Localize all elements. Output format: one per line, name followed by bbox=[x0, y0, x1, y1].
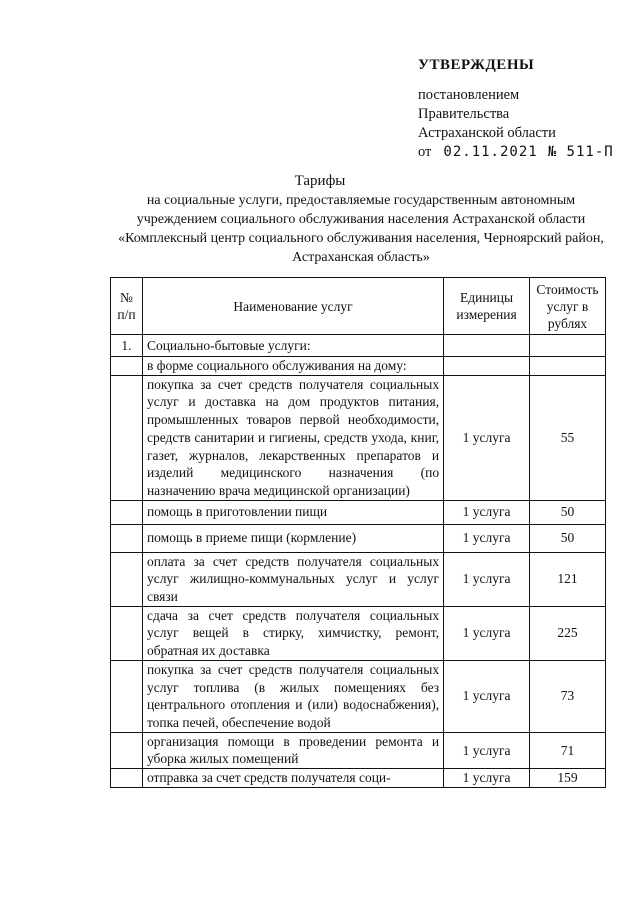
table-row bbox=[111, 500, 606, 524]
table-row bbox=[111, 375, 606, 500]
row-name: Социально-бытовые услуги: bbox=[142, 335, 443, 357]
row-num bbox=[111, 769, 143, 788]
header-unit: Единицы измерения bbox=[444, 278, 530, 335]
row-unit: 1 услуга bbox=[444, 769, 530, 788]
approval-line-resolution: постановлением bbox=[418, 87, 520, 103]
row-unit: 1 услуга bbox=[444, 552, 530, 606]
row-unit: 1 услуга bbox=[444, 375, 530, 500]
row-num bbox=[111, 375, 143, 500]
document-title: Тарифы bbox=[294, 173, 346, 189]
row-name: организация помощи в проведении ремонта и уборка жилых помещений bbox=[142, 732, 443, 768]
row-cost: 73 bbox=[530, 660, 606, 732]
approval-number: № 511-П bbox=[547, 144, 614, 160]
row-cost: 55 bbox=[530, 375, 606, 500]
row-cost: 121 bbox=[530, 552, 606, 606]
approval-date: 02.11.2021 bbox=[443, 144, 538, 160]
row-name: отправка за счет средств получателя соци- bbox=[142, 769, 443, 788]
row-unit: 1 услуга bbox=[444, 732, 530, 768]
table-row bbox=[111, 606, 606, 660]
table-row bbox=[111, 357, 606, 376]
header-name: Наименование услуг bbox=[142, 278, 443, 335]
row-cost: 225 bbox=[530, 606, 606, 660]
row-name: помощь в приеме пищи (кормление) bbox=[142, 524, 443, 552]
table-row bbox=[111, 552, 606, 606]
table-row bbox=[111, 732, 606, 768]
row-num bbox=[111, 660, 143, 732]
row-unit: 1 услуга bbox=[444, 660, 530, 732]
row-name: покупка за счет средств получателя социальных услуг топлива (в жилых помещениях без центрального отопления и (или) водоснабжения), топка печей, обеспечение водой bbox=[142, 660, 443, 732]
approval-heading: УТВЕРЖДЕНЫ bbox=[418, 57, 535, 73]
row-num bbox=[111, 357, 143, 376]
row-num bbox=[111, 500, 143, 524]
row-num: 1. bbox=[111, 335, 143, 357]
approval-date-line bbox=[418, 143, 614, 162]
row-unit bbox=[444, 357, 530, 376]
row-name: покупка за счет средств получателя социальных услуг и доставка на дом продуктов питания, промышленных товаров первой необходимости, средств санитарии и гигиены, средств ухода, книг, газет, журналов, лекарственных препаратов и изделий медицинского назначения (по назначению врача медицинской организации) bbox=[142, 375, 443, 500]
table-row bbox=[111, 660, 606, 732]
table-row bbox=[111, 335, 606, 357]
header-cost: Стоимость услуг в рублях bbox=[530, 278, 606, 335]
row-name: помощь в приготовлении пищи bbox=[142, 500, 443, 524]
row-unit: 1 услуга bbox=[444, 524, 530, 552]
table-header-row bbox=[111, 278, 606, 335]
row-cost: 50 bbox=[530, 500, 606, 524]
row-cost: 159 bbox=[530, 769, 606, 788]
row-num bbox=[111, 552, 143, 606]
document-subtitle: на социальные услуги, предоставляемые государственным автономным учреждением социального обслуживания населения Астраханской области «Комплексный центр социального обслуживания населения, Черноярский район, Астраханская область» bbox=[118, 193, 604, 265]
row-num bbox=[111, 606, 143, 660]
row-name: в форме социального обслуживания на дому: bbox=[142, 357, 443, 376]
row-cost: 50 bbox=[530, 524, 606, 552]
row-unit bbox=[444, 335, 530, 357]
row-name: оплата за счет средств получателя социальных услуг жилищно-коммунальных услуг и услуг связи bbox=[142, 552, 443, 606]
row-unit: 1 услуга bbox=[444, 606, 530, 660]
approval-line-region: Астраханской области bbox=[418, 125, 556, 141]
approval-block bbox=[418, 56, 614, 162]
table-row bbox=[111, 769, 606, 788]
row-num bbox=[111, 732, 143, 768]
table-row bbox=[111, 524, 606, 552]
row-unit: 1 услуга bbox=[444, 500, 530, 524]
row-cost bbox=[530, 335, 606, 357]
row-cost bbox=[530, 357, 606, 376]
row-name: сдача за счет средств получателя социальных услуг вещей в стирку, химчистку, ремонт, обратная их доставка bbox=[142, 606, 443, 660]
row-num bbox=[111, 524, 143, 552]
row-cost: 71 bbox=[530, 732, 606, 768]
date-prefix: от bbox=[418, 144, 432, 160]
tariffs-table bbox=[110, 277, 606, 788]
header-num: № п/п bbox=[111, 278, 143, 335]
approval-line-government: Правительства bbox=[418, 106, 510, 122]
